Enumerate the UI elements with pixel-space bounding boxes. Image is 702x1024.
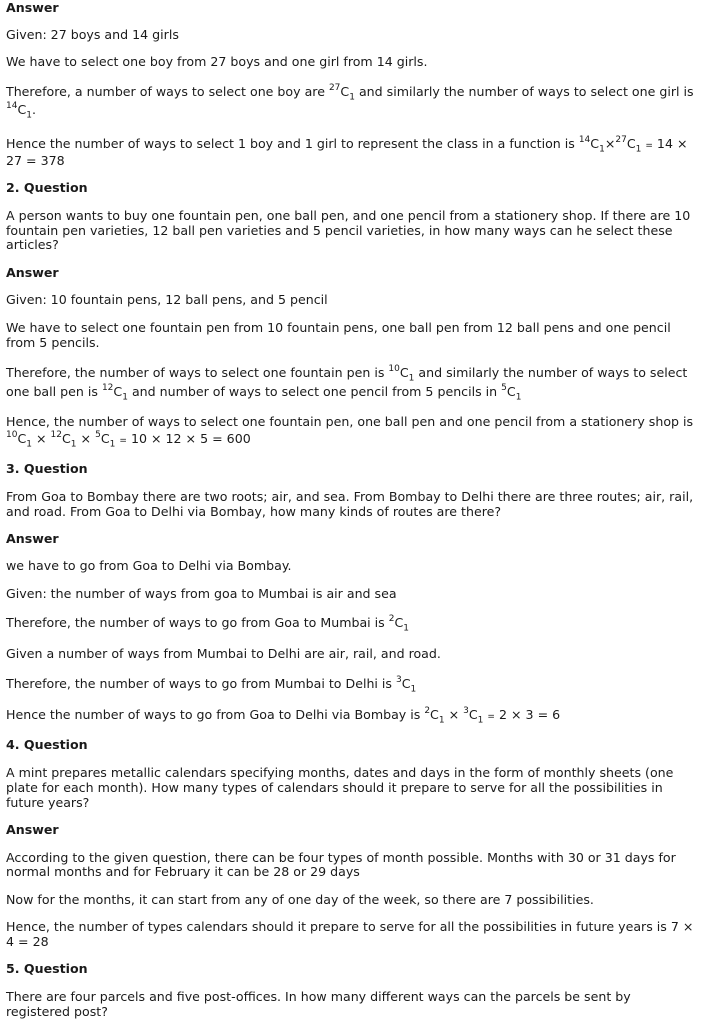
answer-given: Given: 27 boys and 14 girls	[6, 27, 179, 42]
question-text: and road. From Goa to Delhi via Bombay, how many kinds of routes are there?	[6, 504, 502, 519]
question-text: There are four parcels and five post-offices. In how many different ways can the parcels be sent by	[6, 989, 631, 1004]
answer-heading: Answer	[6, 265, 59, 280]
question-text: articles?	[6, 237, 59, 252]
answer-text: normal months and for February it can be 28 or 29 days	[6, 864, 360, 879]
answer-result: 27 = 378	[6, 153, 65, 168]
answer-text: Hence, the number of types calendars should it prepare to serve for all the possibilities in future years is 7 ×	[6, 919, 694, 934]
question-text: From Goa to Bombay there are two roots; air, and sea. From Bombay to Delhi there are three routes; air, rail,	[6, 489, 694, 504]
answer-given: Given: 10 fountain pens, 12 ball pens, and 5 pencil	[6, 292, 328, 307]
answer-text: Hence, the number of ways to select one fountain pen, one ball pen and one pencil from a stationery shop is	[6, 414, 694, 429]
question-text: plate for each month). How many types of calendars should it prepare to serve for all the possibilities in	[6, 780, 663, 795]
answer-text: Now for the months, it can start from any of one day of the week, so there are 7 possibilities.	[6, 892, 594, 907]
answer-text: Given a number of ways from Mumbai to Delhi are air, rail, and road.	[6, 646, 441, 661]
answer-text: Given: the number of ways from goa to Mumbai is air and sea	[6, 586, 397, 601]
answer-text: We have to select one fountain pen from 10 fountain pens, one ball pen from 12 ball pens and one pencil	[6, 320, 671, 335]
answer-text: We have to select one boy from 27 boys and one girl from 14 girls.	[6, 54, 428, 69]
answer-heading: Answer	[6, 822, 59, 837]
answer-text: Therefore, the number of ways to select one fountain pen is $^{10}C_1$ and similarly the number of ways to select	[6, 363, 688, 384]
question-text: A person wants to buy one fountain pen, one ball pen, and one pencil from a stationery shop. If there are 10	[6, 208, 691, 223]
answer-heading: Answer	[6, 531, 59, 546]
question-heading: 4. Question	[6, 737, 88, 752]
answer-result: $^{10}C_1 \times ^{12}C_1 \times ^5C_1 = 10 \times 12 \times 5 = 600$	[6, 429, 251, 450]
question-heading: 5. Question	[6, 961, 88, 976]
answer-text: we have to go from Goa to Delhi via Bombay.	[6, 558, 292, 573]
answer-result: Hence the number of ways to go from Goa to Delhi via Bombay is $^2C_1 \times ^3C_1 = 2 \times 3 = 6$	[6, 705, 561, 726]
answer-text: Therefore, a number of ways to select one boy are $^{27}C_1$ and similarly the number of ways to select one girl is	[6, 82, 694, 103]
question-text: future years?	[6, 795, 90, 810]
question-text: A mint prepares metallic calendars specifying months, dates and days in the form of monthly sheets (one	[6, 765, 674, 780]
answer-text: $^{14}C_1$.	[6, 100, 36, 121]
answer-heading: Answer	[6, 0, 59, 15]
answer-text: Therefore, the number of ways to go from Mumbai to Delhi is $^3C_1$	[6, 674, 417, 695]
question-text: fountain pen varieties, 12 ball pen varieties and 5 pencil varieties, in how many ways can he select these	[6, 223, 673, 238]
answer-text: According to the given question, there can be four types of month possible. Months with 30 or 31 days for	[6, 850, 676, 865]
question-heading: 3. Question	[6, 461, 88, 476]
answer-text: Therefore, the number of ways to go from Goa to Mumbai is $^2C_1$	[6, 613, 410, 634]
answer-text: from 5 pencils.	[6, 335, 100, 350]
answer-text: one ball pen is $^{12}C_1$ and number of ways to select one pencil from 5 pencils in $^5C_1$	[6, 382, 522, 403]
answer-text: Hence the number of ways to select 1 boy and 1 girl to represent the class in a function is $^{14}C_1\times^{27}C_1 = 14$ ×	[6, 134, 688, 155]
answer-result: 4 = 28	[6, 934, 49, 949]
question-heading: 2. Question	[6, 180, 88, 195]
question-text: registered post?	[6, 1004, 108, 1019]
